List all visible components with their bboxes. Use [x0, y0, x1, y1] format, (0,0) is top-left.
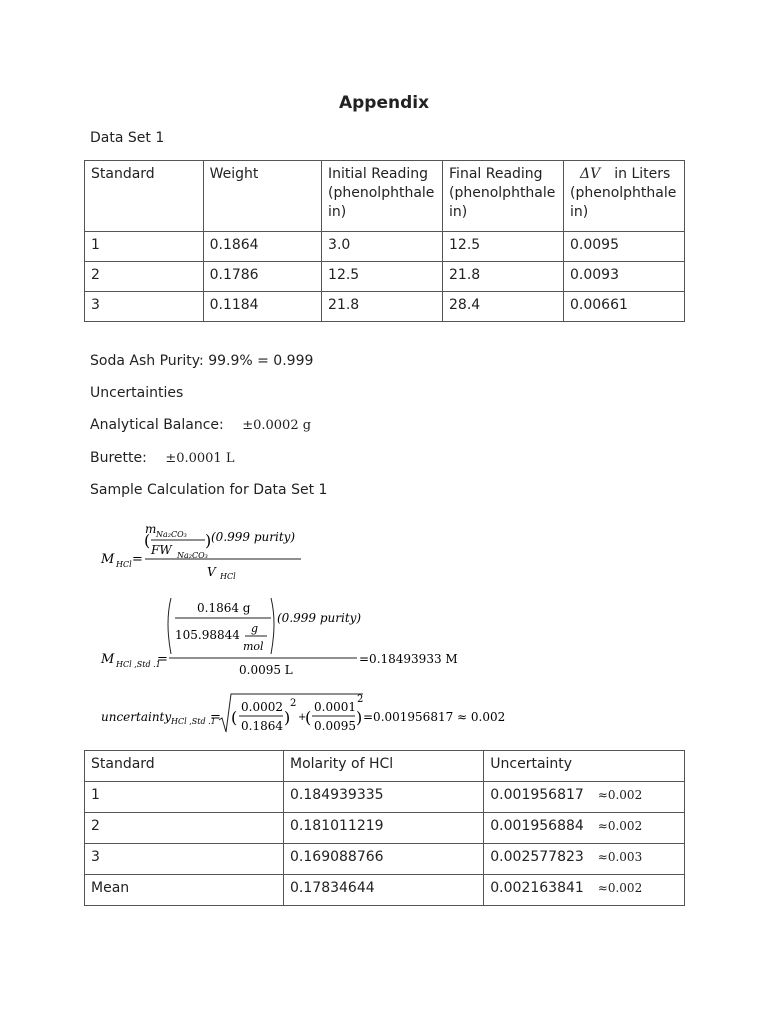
plus-sign: + [298, 712, 307, 723]
burette-line [90, 450, 234, 466]
header-cell: Standard [85, 161, 204, 232]
frac1-numerator: 0.0002 [241, 700, 283, 714]
table-cell: 3.0 [322, 232, 443, 262]
lhs-subscript: HCl [116, 560, 132, 569]
mass-value: 0.1864 g [197, 601, 251, 615]
table-cell: 0.0093 [564, 262, 685, 292]
header-cell: Final Reading (phenolphthale in) [443, 161, 564, 232]
exponent-1: 2 [290, 698, 297, 709]
table-row [85, 875, 685, 906]
header-cell: Initial Reading (phenolphthale in) [322, 161, 443, 232]
uncertainties-heading: Uncertainties [90, 385, 184, 401]
page-title: Appendix [338, 93, 430, 113]
table-cell: 0.0095 [564, 232, 685, 262]
uncertainty-value: 0.001956884 [490, 818, 584, 834]
table-header-row [85, 161, 685, 232]
table-row [85, 262, 685, 292]
table-header-row [85, 751, 685, 782]
uncertainty-value: 0.002163841 [490, 880, 584, 896]
dataset-label: Data Set 1 [90, 130, 165, 146]
rounded-uncertainty: ≈0.003 [597, 850, 643, 864]
equals-sign: = [132, 552, 143, 567]
table-cell [484, 813, 685, 844]
table-cell [484, 782, 685, 813]
purity-text: Soda Ash Purity: 99.9% = 0.999 [90, 353, 314, 369]
table-cell: 2 [85, 262, 204, 292]
rounded-uncertainty: ≈0.002 [597, 788, 643, 802]
molarity-calculation [95, 592, 495, 680]
rounded-uncertainty: ≈0.002 [597, 881, 643, 895]
lhs-symbol: M [101, 652, 115, 667]
equals-sign: = [157, 652, 168, 667]
mass-subscript: Na₂CO₃ [156, 530, 187, 539]
uncertainty-calculation [95, 690, 515, 740]
balance-value: ±0.0002 g [242, 418, 312, 433]
table-cell: 21.8 [322, 292, 443, 322]
mass-symbol: m [145, 522, 157, 536]
table-cell: 0.1786 [203, 262, 321, 292]
header-cell: Molarity of HCl [284, 751, 484, 782]
header-cell: Uncertainty [484, 751, 685, 782]
table-cell: 3 [85, 292, 204, 322]
table-cell: 0.184939335 [284, 782, 484, 813]
rounded-uncertainty: ≈0.002 [597, 819, 643, 833]
paren-1-open: ( [231, 708, 238, 727]
table-cell: 0.1184 [203, 292, 321, 322]
table-cell: 21.8 [443, 262, 564, 292]
sample-calc-heading: Sample Calculation for Data Set 1 [90, 482, 328, 498]
table-cell: 2 [85, 813, 284, 844]
equals-sign: = [210, 710, 221, 725]
fw-value: 105.98844 [175, 628, 240, 642]
uncertainty-result: =0.001956817 ≈ 0.002 [363, 710, 506, 724]
frac2-denominator: 0.0095 [314, 719, 356, 733]
open-paren: ( [144, 531, 151, 550]
table-cell: 0.169088766 [284, 844, 484, 875]
header-cell: Weight [203, 161, 321, 232]
results-table [84, 750, 685, 906]
exponent-2: 2 [357, 694, 364, 705]
lhs-symbol: M [101, 552, 115, 567]
table-cell: 12.5 [322, 262, 443, 292]
table-cell: 3 [85, 844, 284, 875]
molarity-formula [95, 512, 315, 584]
table-cell: 12.5 [443, 232, 564, 262]
balance-line [90, 417, 311, 433]
volume-value: 0.0095 L [239, 663, 293, 677]
table-cell [484, 844, 685, 875]
table-row [85, 232, 685, 262]
fw-subscript: Na₂CO₃ [177, 551, 208, 560]
uncertainty-value: 0.002577823 [490, 849, 584, 865]
fw-symbol: FW [151, 543, 172, 557]
header-cell: Standard [85, 751, 284, 782]
table-cell: 0.00661 [564, 292, 685, 322]
table-cell: 1 [85, 782, 284, 813]
paren-2-close: ) [356, 708, 363, 727]
table-cell: Mean [85, 875, 284, 906]
table-cell: 0.1864 [203, 232, 321, 262]
volume-symbol: V [207, 565, 216, 579]
frac1-denominator: 0.1864 [241, 719, 283, 733]
header-cell [564, 161, 685, 232]
table-cell: 0.17834644 [284, 875, 484, 906]
lhs-subscript: HCl ,Std .1 [116, 660, 161, 669]
molarity-result: =0.18493933 M [359, 652, 458, 666]
table-cell: 0.181011219 [284, 813, 484, 844]
table-row [85, 813, 685, 844]
paren-1-close: ) [284, 708, 291, 727]
close-paren: ) [205, 531, 212, 550]
table-row [85, 292, 685, 322]
delta-v-symbol: ΔV [580, 166, 601, 182]
lhs-symbol: uncertainty [101, 710, 172, 724]
table-row [85, 782, 685, 813]
open-paren [168, 598, 171, 654]
table-cell: 28.4 [443, 292, 564, 322]
burette-value: ±0.0001 L [165, 451, 235, 466]
volume-subscript: HCl [220, 572, 236, 581]
close-paren [271, 598, 274, 654]
frac2-numerator: 0.0001 [314, 700, 356, 714]
delta-v-unit-label: in Liters (phenolphthale in) [570, 166, 677, 220]
burette-label: Burette: [90, 450, 147, 466]
table-row [85, 844, 685, 875]
balance-label: Analytical Balance: [90, 417, 224, 433]
unit-numerator: g [251, 622, 259, 635]
data-table [84, 160, 685, 322]
table-cell: 1 [85, 232, 204, 262]
purity-factor: (0.999 purity) [277, 611, 362, 625]
paren-2-open: ( [305, 708, 312, 727]
uncertainty-value: 0.001956817 [490, 787, 584, 803]
lhs-subscript: HCl ,Std .1 [171, 717, 216, 726]
unit-denominator: mol [243, 640, 264, 653]
purity-factor: (0.999 purity) [211, 530, 296, 544]
table-cell [484, 875, 685, 906]
